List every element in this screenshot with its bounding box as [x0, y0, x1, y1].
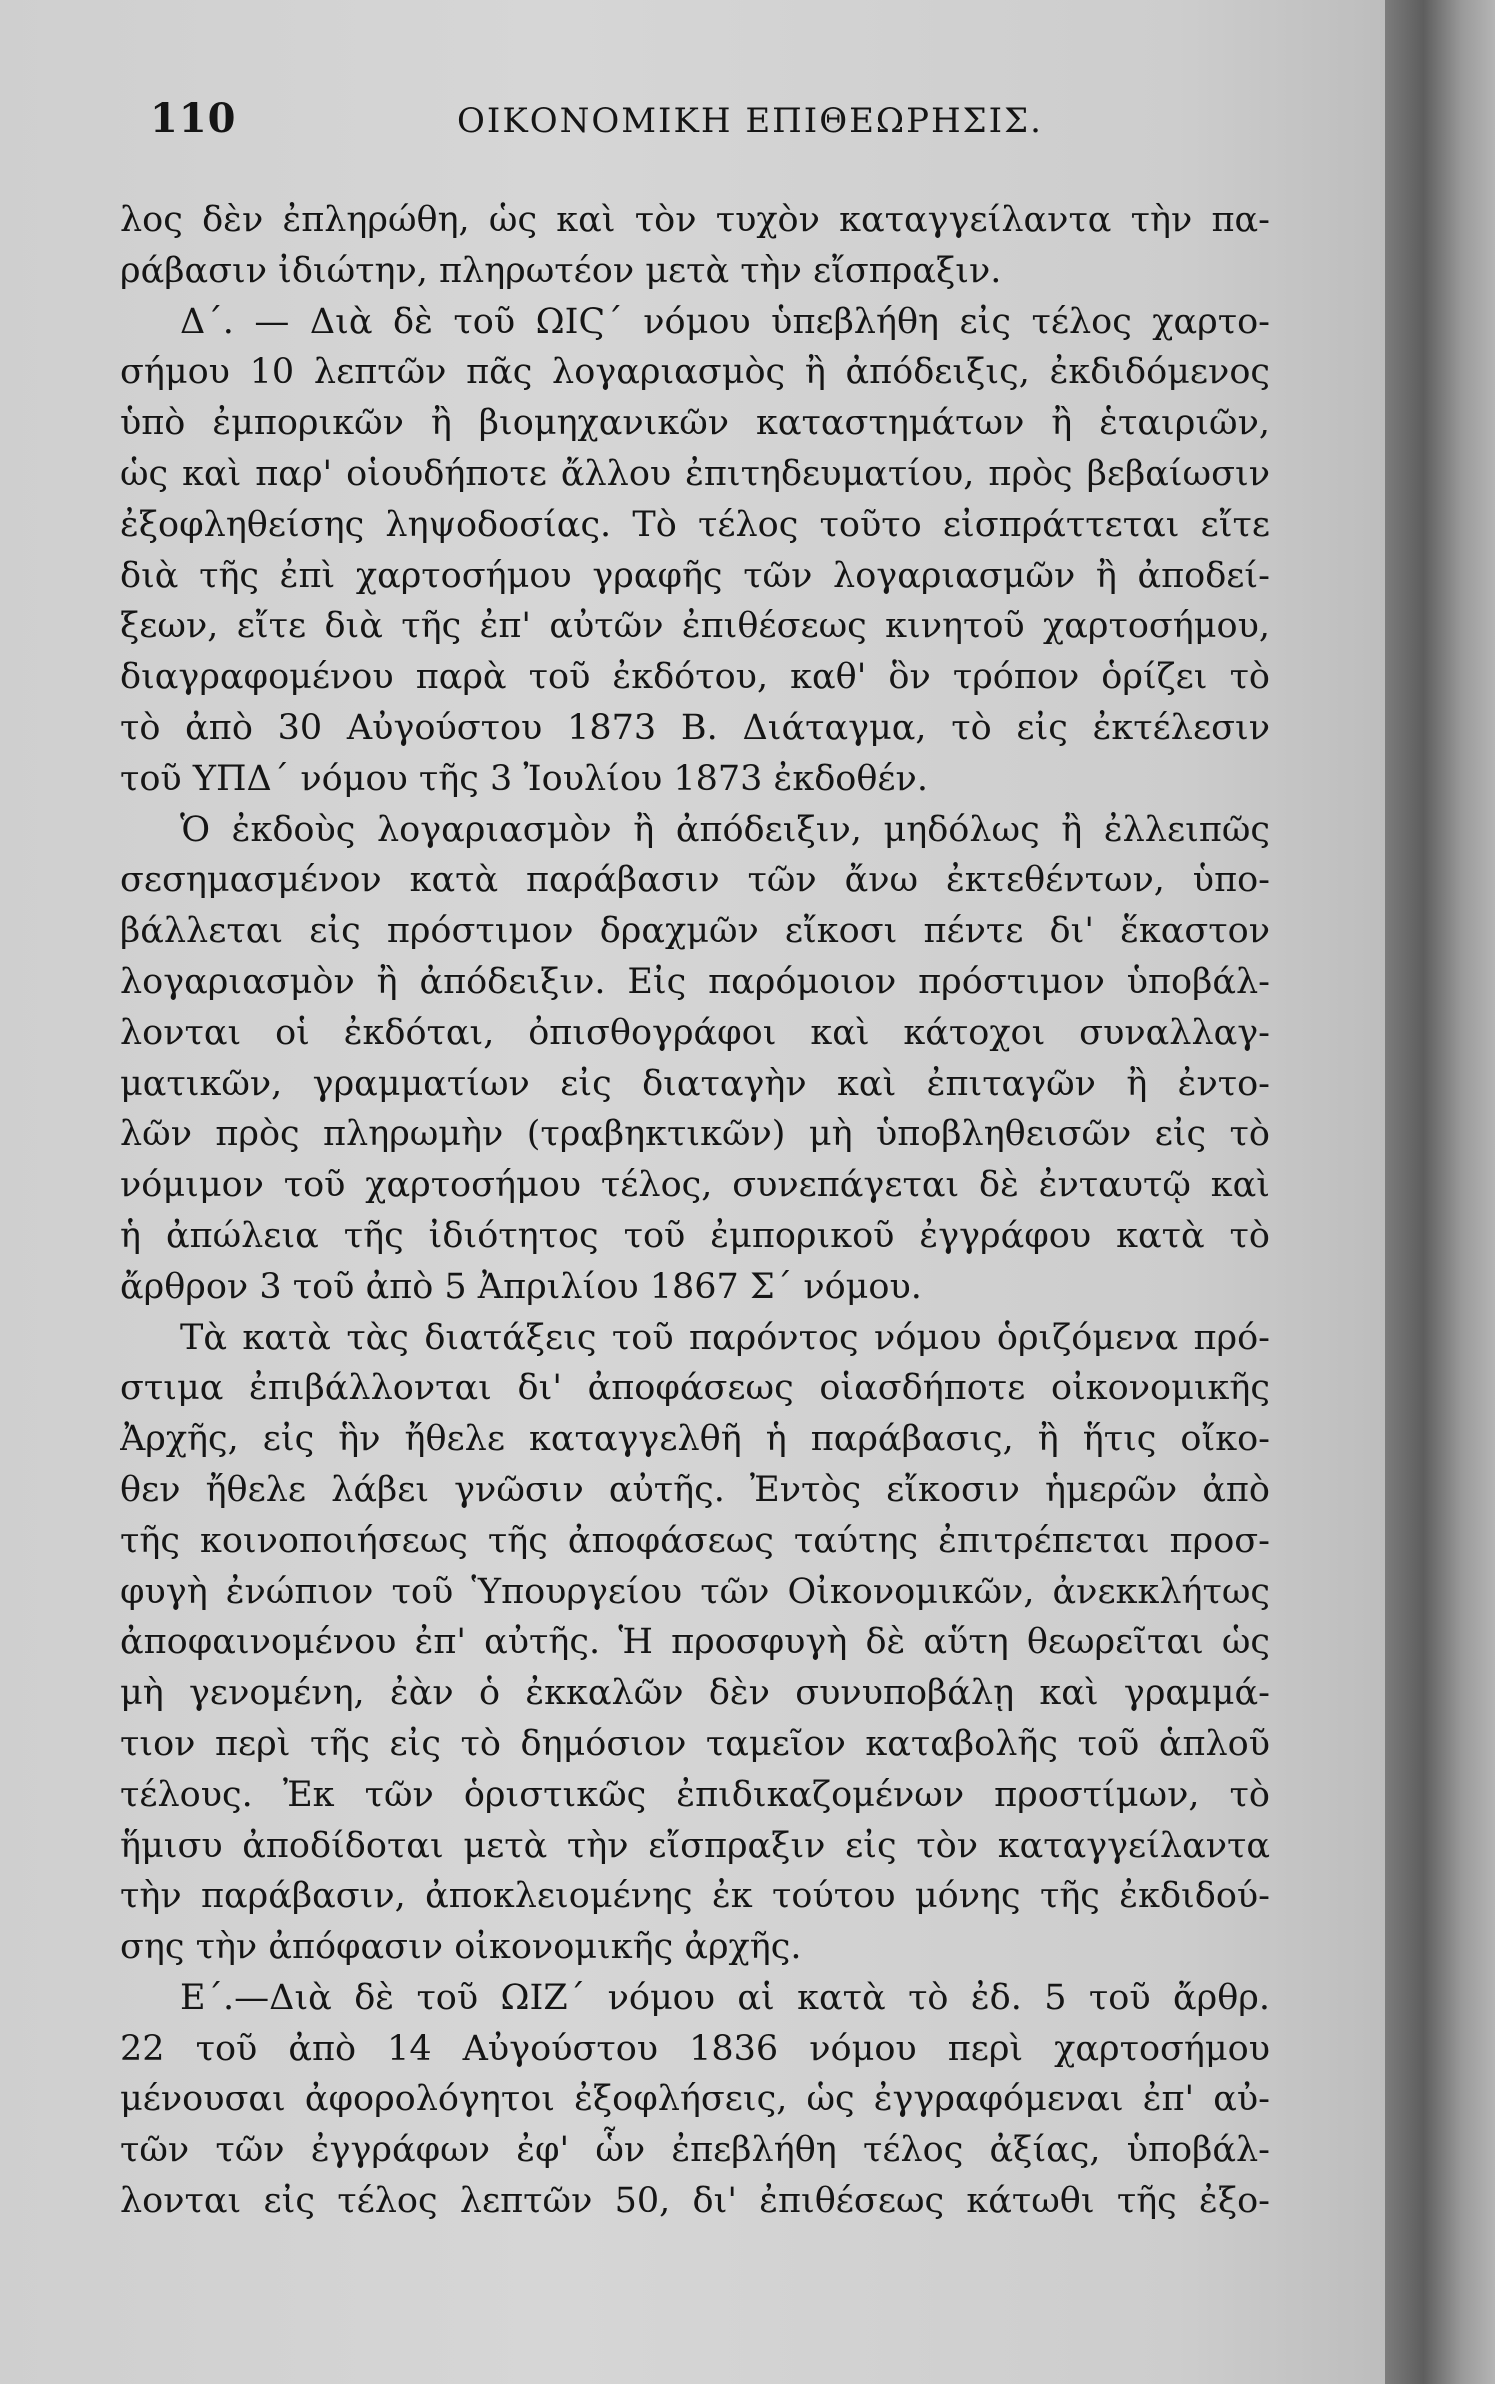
text-line: ράβασιν ἰδιώτην, πληρωτέον μετὰ τὴν εἴσπραξιν. — [120, 250, 1002, 291]
paragraph-start-line: Ε΄.—Διὰ δὲ τοῦ ΩΙΖ΄ νόμου αἱ κατὰ τὸ ἐδ. 5 τοῦ ἄρθρ. — [180, 1977, 1270, 2018]
text-line: νόμιμον τοῦ χαρτοσήμου τέλος, συνεπάγεται δὲ ἐνταυτῷ καὶ — [120, 1165, 1270, 1206]
body-text — [120, 195, 1270, 2227]
text-line: λονται εἰς τέλος λεπτῶν 50, δι' ἐπιθέσεως κάτωθι τῆς ἐξο- — [120, 2181, 1270, 2222]
text-line: ὑπὸ ἐμπορικῶν ἢ βιομηχανικῶν καταστημάτων ἢ ἑταιριῶν, — [120, 403, 1270, 444]
text-line: τέλους. Ἐκ τῶν ὁριστικῶς ἐπιδικαζομένων προστίμων, τὸ — [120, 1774, 1270, 1815]
text-line: Ἀρχῆς, εἰς ἣν ἤθελε καταγγελθῆ ἡ παράβασις, ἢ ἥτις οἴκο- — [120, 1419, 1270, 1460]
book-gutter-shadow — [1385, 0, 1495, 2384]
text-line: τοῦ ΥΠΔ΄ νόμου τῆς 3 Ἰουλίου 1873 ἐκδοθέν. — [120, 758, 928, 799]
text-line: λῶν πρὸς πληρωμὴν (τραβηκτικῶν) μὴ ὑποβληθεισῶν εἰς τὸ — [120, 1114, 1270, 1155]
text-line: σης τὴν ἀπόφασιν οἰκονομικῆς ἀρχῆς. — [120, 1927, 802, 1968]
text-line: διὰ τῆς ἐπὶ χαρτοσήμου γραφῆς τῶν λογαριασμῶν ἢ ἀποδεί- — [120, 555, 1270, 596]
running-title: ΟΙΚΟΝΟΜΙΚΗ ΕΠΙΘΕΩΡΗΣΙΣ. — [457, 101, 1043, 141]
text-line: τῶν τῶν ἐγγράφων ἐφ' ὧν ἐπεβλήθη τέλος ἀξίας, ὑποβάλ- — [120, 2130, 1270, 2171]
text-line: μένουσαι ἀφορολόγητοι ἐξοφλήσεις, ὡς ἐγγραφόμεναι ἐπ' αὐ- — [120, 2079, 1270, 2120]
text-line: ἥμισυ ἀποδίδοται μετὰ τὴν εἴσπραξιν εἰς τὸν καταγγείλαντα — [120, 1825, 1270, 1866]
paragraph-start-line: Δ΄. — Διὰ δὲ τοῦ ΩΙϚ΄ νόμου ὑπεβλήθη εἰς τέλος χαρτο- — [180, 301, 1270, 342]
text-line: στιμα ἐπιβάλλονται δι' ἀποφάσεως οἱασδήποτε οἰκονομικῆς — [120, 1368, 1270, 1409]
text-line: τῆς κοινοποιήσεως τῆς ἀποφάσεως ταύτης ἐπιτρέπεται προσ- — [120, 1520, 1270, 1561]
text-line: μὴ γενομένη, ἐὰν ὁ ἐκκαλῶν δὲν συνυποβάλῃ καὶ γραμμά- — [120, 1673, 1270, 1714]
text-line: θεν ἤθελε λάβει γνῶσιν αὐτῆς. Ἐντὸς εἴκοσιν ἡμερῶν ἀπὸ — [120, 1469, 1270, 1510]
text-line: ἀποφαινομένου ἐπ' αὐτῆς. Ἡ προσφυγὴ δὲ αὕτη θεωρεῖται ὡς — [120, 1622, 1270, 1663]
text-line: τὴν παράβασιν, ἀποκλειομένης ἐκ τούτου μόνης τῆς ἐκδιδού- — [120, 1876, 1270, 1917]
text-line: ἄρθρον 3 τοῦ ἀπὸ 5 Ἀπριλίου 1867 Σ΄ νόμου. — [120, 1266, 922, 1307]
text-line: ὡς καὶ παρ' οἱουδήποτε ἄλλου ἐπιτηδευματίου, πρὸς βεβαίωσιν — [120, 453, 1270, 494]
text-line: ξεων, εἴτε διὰ τῆς ἐπ' αὐτῶν ἐπιθέσεως κινητοῦ χαρτοσήμου, — [120, 606, 1270, 647]
text-line: ἐξοφληθείσης ληψοδοσίας. Τὸ τέλος τοῦτο εἰσπράττεται εἴτε — [120, 504, 1270, 545]
text-line: λονται οἱ ἐκδόται, ὀπισθογράφοι καὶ κάτοχοι συναλλαγ- — [120, 1012, 1270, 1053]
text-line: τιον περὶ τῆς εἰς τὸ δημόσιον ταμεῖον καταβολῆς τοῦ ἁπλοῦ — [120, 1723, 1270, 1764]
text-line: ἡ ἀπώλεια τῆς ἰδιότητος τοῦ ἐμπορικοῦ ἐγγράφου κατὰ τὸ — [120, 1215, 1270, 1256]
text-line: λος δὲν ἐπληρώθη, ὡς καὶ τὸν τυχὸν καταγγείλαντα τὴν πα- — [120, 200, 1270, 240]
text-line: φυγὴ ἐνώπιον τοῦ Ὑπουργείου τῶν Οἰκονομικῶν, ἀνεκκλήτως — [120, 1571, 1270, 1612]
page-header — [150, 95, 1240, 165]
text-line: βάλλεται εἰς πρόστιμον δραχμῶν εἴκοσι πέντε δι' ἕκαστον — [120, 911, 1270, 952]
page-number: 110 — [150, 95, 237, 142]
text-line: διαγραφομένου παρὰ τοῦ ἐκδότου, καθ' ὃν τρόπον ὁρίζει τὸ — [120, 657, 1270, 698]
text-line: ματικῶν, γραμματίων εἰς διαταγὴν καὶ ἐπιταγῶν ἢ ἐντο- — [120, 1063, 1270, 1104]
paragraph-start-line: Τὰ κατὰ τὰς διατάξεις τοῦ παρόντος νόμου ὁριζόμενα πρό- — [180, 1317, 1270, 1358]
text-line: σεσημασμένον κατὰ παράβασιν τῶν ἄνω ἐκτεθέντων, ὑπο- — [120, 860, 1270, 901]
paragraph-start-line: Ὁ ἐκδοὺς λογαριασμὸν ἢ ἀπόδειξιν, μηδόλως ἢ ἐλλειπῶς — [180, 809, 1270, 850]
text-line: λογαριασμὸν ἢ ἀπόδειξιν. Εἰς παρόμοιον πρόστιμον ὑποβάλ- — [120, 961, 1270, 1002]
text-line: σήμου 10 λεπτῶν πᾶς λογαριασμὸς ἢ ἀπόδειξις, ἐκδιδόμενος — [120, 352, 1270, 393]
text-line: 22 τοῦ ἀπὸ 14 Αὐγούστου 1836 νόμου περὶ χαρτοσήμου — [120, 2028, 1270, 2069]
text-line: τὸ ἀπὸ 30 Αὐγούστου 1873 Β. Διάταγμα, τὸ εἰς ἐκτέλεσιν — [120, 707, 1270, 748]
